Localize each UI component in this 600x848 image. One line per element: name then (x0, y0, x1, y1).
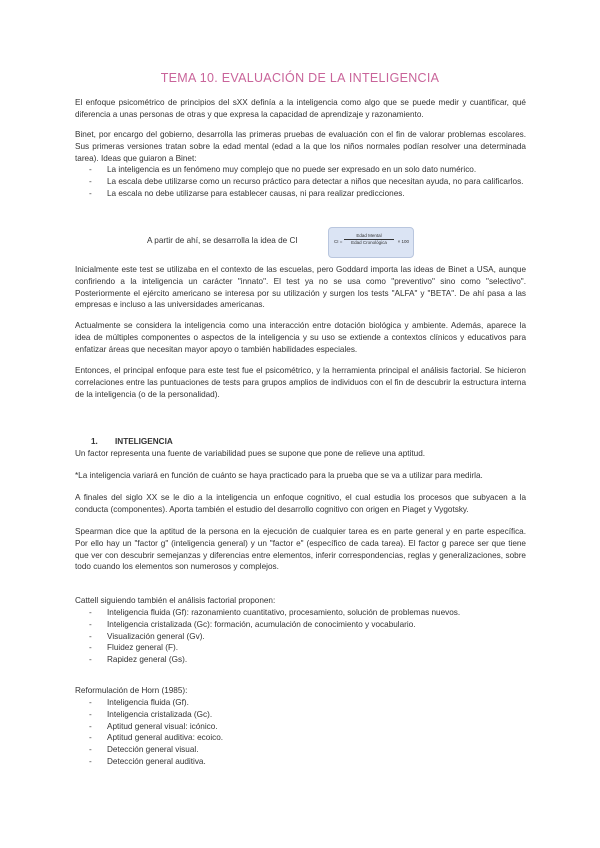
paragraph-cattell: Cattell siguiendo también el análisis factorial proponen: (75, 596, 276, 605)
formula-right: × 100 (397, 239, 409, 244)
list-item: - Rapidez general (Gs). (75, 654, 526, 666)
ci-text: A partir de ahí, se desarrolla la idea de CI (147, 236, 298, 245)
document-title: TEMA 10. EVALUACIÓN DE LA INTELIGENCIA (160, 71, 440, 85)
paragraph-note: *La inteligencia variará en función de cuánto se haya practicado para la prueba que se va a utilizar para medirla. (75, 471, 483, 480)
list-item: - Inteligencia cristalizada (Gc). (75, 709, 526, 721)
paragraph-horn: Reformulación de Horn (1985): (75, 686, 188, 695)
list-item: - Aptitud general auditiva: ecoico. (75, 732, 526, 744)
paragraph-entonces: Entonces, el principal enfoque para este test fue el psicométrico, y la herramienta principal el análisis factorial. Se hicieron correlaciones entre las puntuaciones de tests para grupos amplios de individuos con el fin de descubrir la estructura interna de la inteligencia (o de la personalidad). (75, 366, 526, 399)
binet-list (75, 164, 526, 199)
cattell-list (75, 607, 526, 666)
list-item: - Detección general auditiva. (75, 756, 526, 768)
list-item: - Aptitud general visual: icónico. (75, 721, 526, 733)
list-item: - La escala no debe utilizarse para establecer causas, ni para realizar predicciones. (75, 188, 526, 200)
formula-denominator: Edad Cronológica (351, 240, 387, 245)
paragraph-goddard: Inicialmente este test se utilizaba en el contexto de las escuelas, pero Goddard importa las ideas de Binet a USA, aunque confiriendo a la inteligencia un carácter "innato". El test ya no se usa como "preventivo" sino como "selectivo". Posteriormente el ejército americano se interesa por su utilización y surgen los tests "ALFA" y "BETA". De ahí pasa a las empresas e incluso a las universidades americanas. (75, 265, 526, 310)
paragraph-factor: Un factor representa una fuente de variabilidad pues se supone que pone de relieve una aptitud. (75, 449, 426, 458)
list-item: - La inteligencia es un fenómeno muy complejo que no puede ser expresado en un solo dato numérico. (75, 164, 526, 176)
ci-formula-image (328, 227, 414, 258)
paragraph-binet: Binet, por encargo del gobierno, desarrolla las primeras pruebas de evaluación con el fin de valorar problemas escolares. Sus primeras versiones tratan sobre la edad mental (edad a la que los niños normales podían resolver una determinada tarea). Ideas que guiaron a Binet: (75, 130, 526, 163)
list-item: - Inteligencia cristalizada (Gc): formación, acumulación de conocimiento y vocabulario. (75, 619, 526, 631)
list-item: - Inteligencia fluida (Gf): razonamiento cuantitativo, procesamiento, solución de problemas nuevos. (75, 607, 526, 619)
paragraph-intro: El enfoque psicométrico de principios del sXX definía a la inteligencia como algo que se puede medir y cuantificar, qué diferencia a unas personas de otras y que expresa la capacidad de aprendizaje y razonamiento. (75, 98, 526, 119)
list-item: - Visualización general (Gv). (75, 631, 526, 643)
formula-fraction (344, 233, 394, 246)
horn-list (75, 697, 526, 768)
list-item: - Inteligencia fluida (Gf). (75, 697, 526, 709)
paragraph-actualmente: Actualmente se considera la inteligencia como una interacción entre dotación biológica y ambiente. Además, aparece la idea de múltiples componentes o aspectos de la inteligencia y su uso se extiende a contextos clínicos y educativos para enfatizar áreas que necesitan mayor apoyo o también habilidades especiales. (75, 321, 526, 354)
list-item: - La escala debe utilizarse como un recurso práctico para detectar a niños que necesitan ayuda, no para calificarlos. (75, 176, 526, 188)
paragraph-spearman: Spearman dice que la aptitud de la persona en la ejecución de cualquier tarea es en parte general y en parte específica. Por ello hay un "factor g" (inteligencia general) y un "factor e" (específico de cada tarea). El factor g parece ser que tiene que ver con descubrir semejanzas y diferencias entre elementos, inferir correspondencias, reglas y generalizaciones, sobre todo cuando los elementos son numerosos y complejos. (75, 527, 526, 572)
paragraph-cognitivo: A finales del siglo XX se le dio a la inteligencia un enfoque cognitivo, el cual estudia los procesos que subyacen a la conducta (componentes). Aporta también el estudio del desarrollo cognitivo con origen en Piaget y Vygotsky. (75, 493, 526, 514)
formula-left: CI = (334, 239, 343, 244)
formula-numerator: Edad Mental (344, 233, 394, 240)
section-title: INTELIGENCIA (115, 437, 173, 446)
section-heading (75, 436, 542, 448)
list-item: - Fluidez general (F). (75, 642, 526, 654)
list-item: - Detección general visual. (75, 744, 526, 756)
section-number: 1. (91, 437, 98, 446)
